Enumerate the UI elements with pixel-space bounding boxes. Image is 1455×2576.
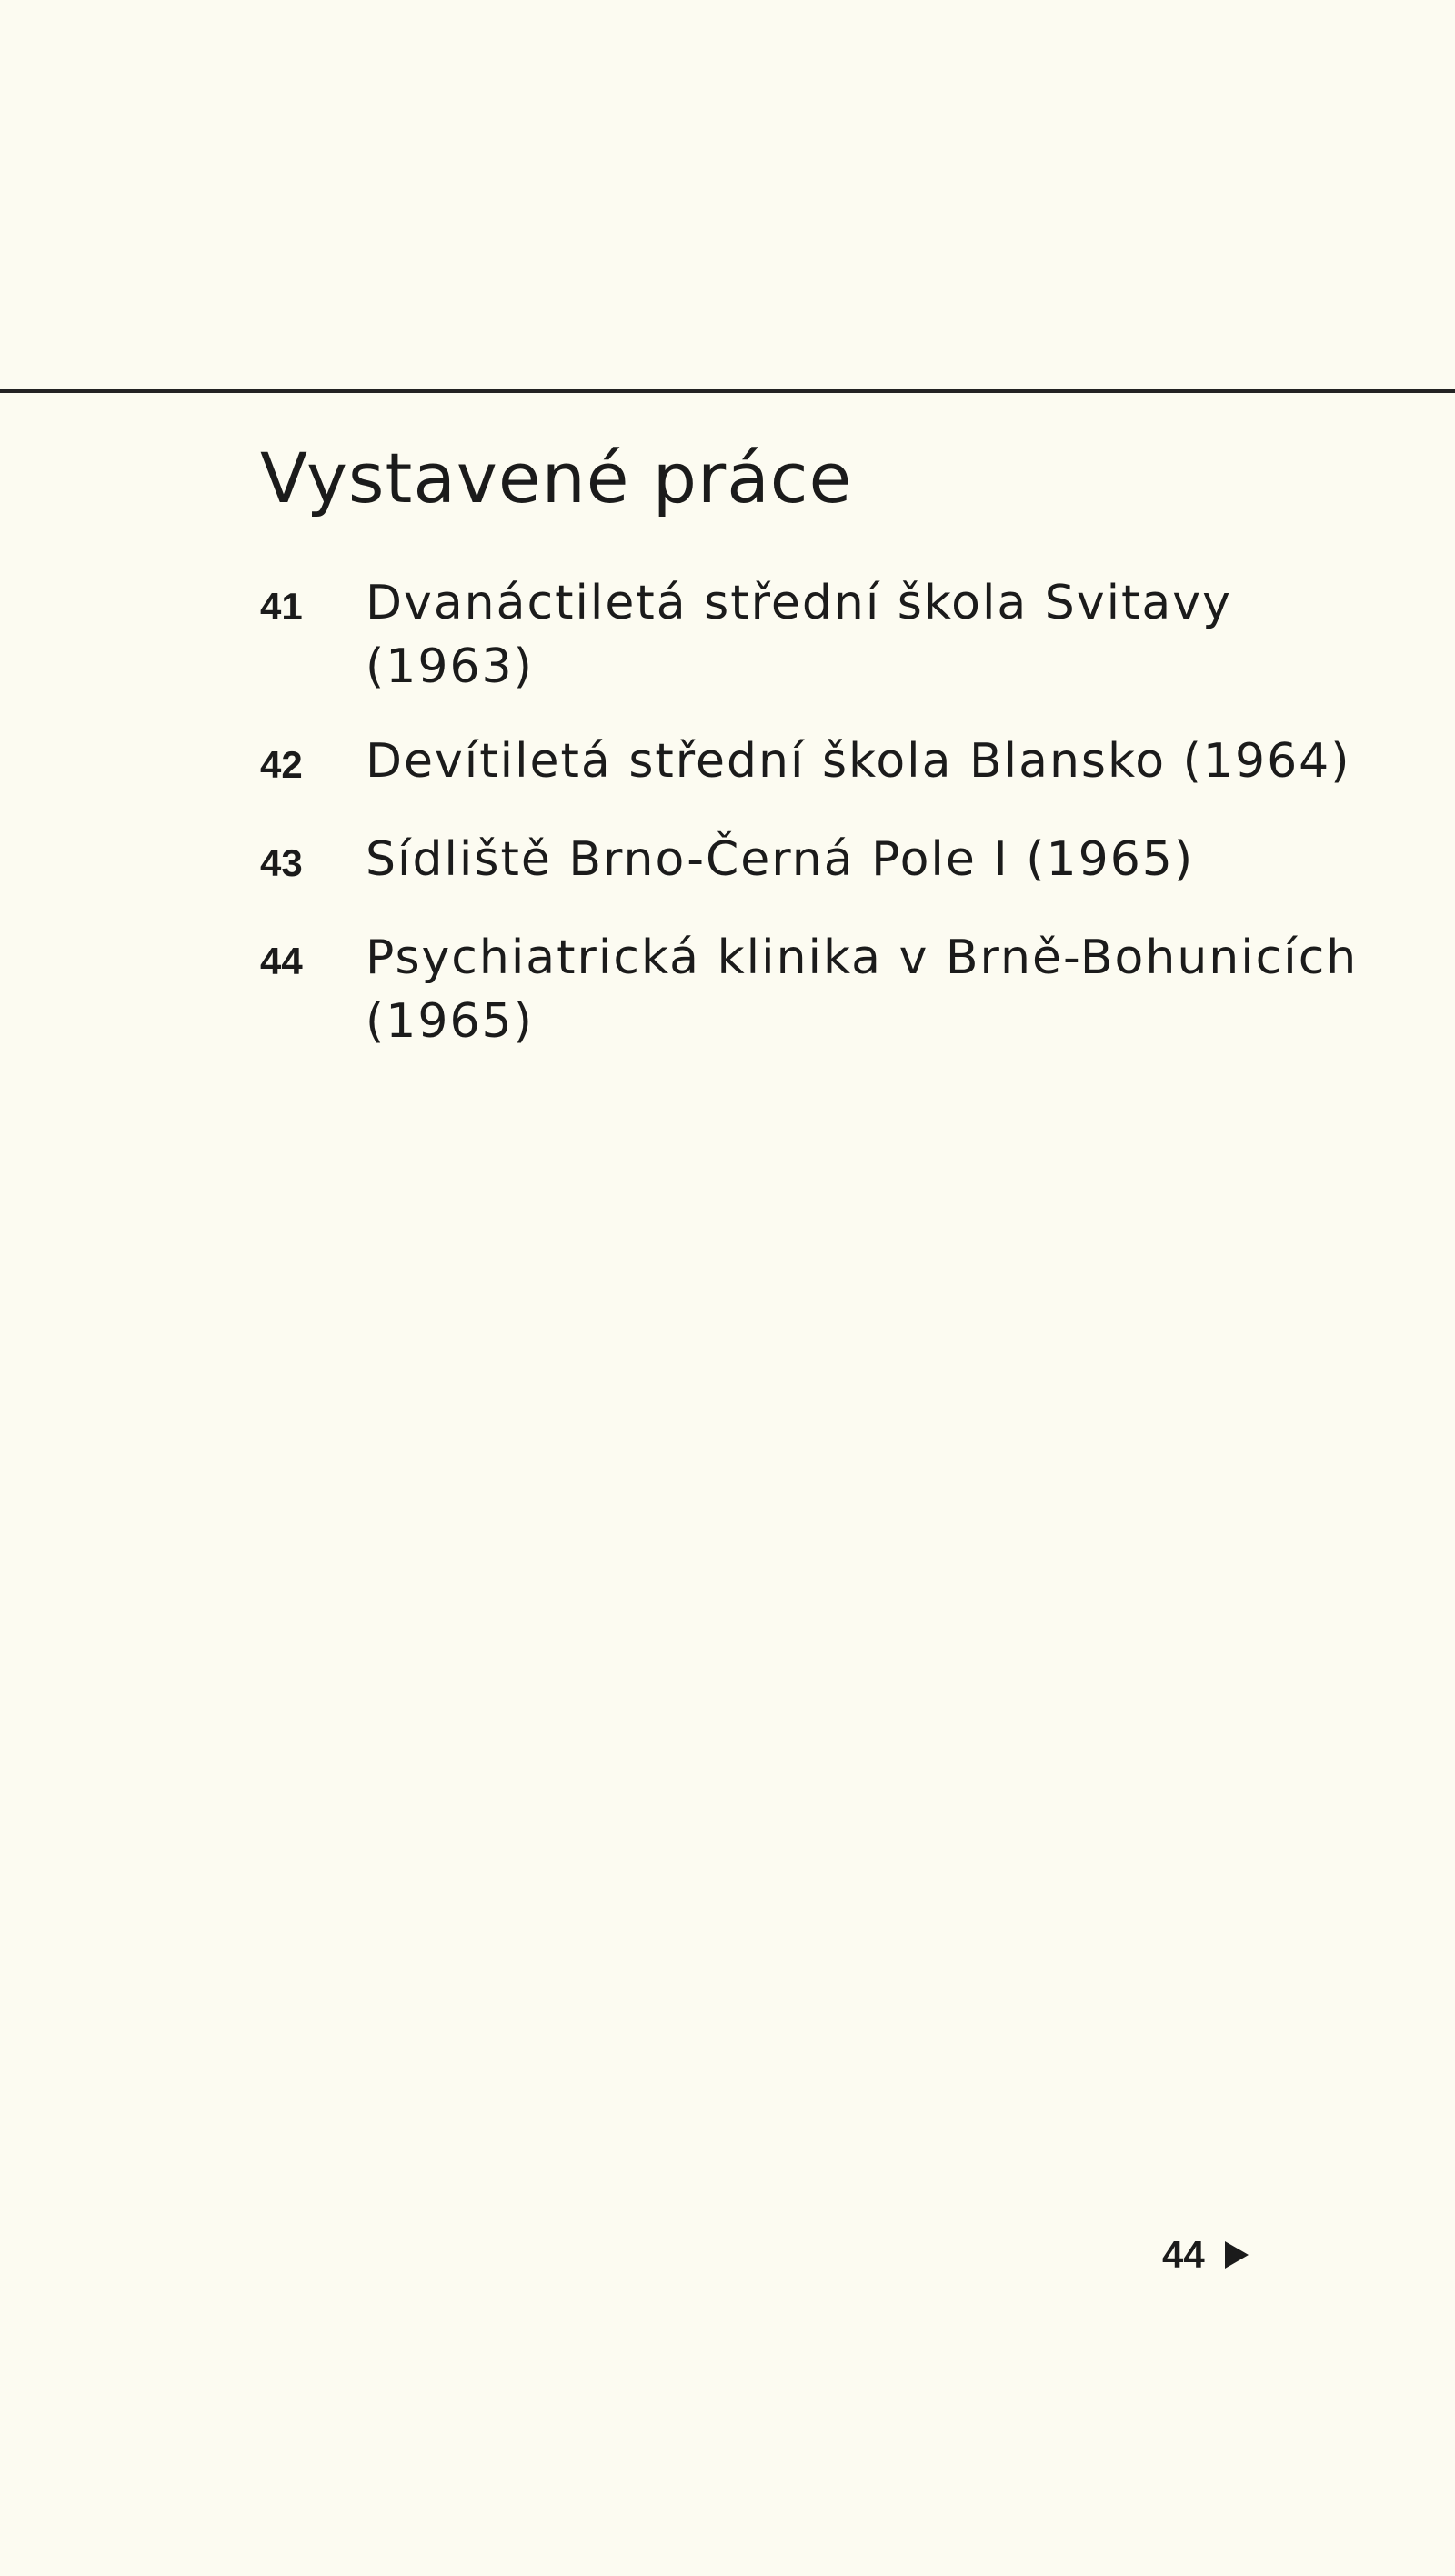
list-item (260, 730, 1388, 797)
item-number: 41 (260, 585, 303, 628)
item-number: 43 (260, 841, 303, 884)
list-item (260, 828, 1388, 895)
works-list (260, 571, 1388, 1084)
item-text: Sídliště Brno-Černá Pole I (1965) (366, 832, 1195, 887)
item-text: Psychiatrická klinika v Brně-Bohunicích (1965) (366, 931, 1359, 1049)
item-number: 44 (260, 940, 303, 982)
right-triangle-icon (1225, 2241, 1249, 2269)
list-item (260, 571, 1388, 699)
page-marker (1162, 2233, 1249, 2276)
page-number: 44 (1162, 2233, 1205, 2276)
list-item (260, 926, 1388, 1053)
top-divider (0, 389, 1455, 393)
page-heading: Vystavené práce (260, 438, 853, 518)
item-number: 42 (260, 743, 303, 786)
item-text: Dvanáctiletá střední škola Svitavy (1963) (366, 576, 1232, 694)
item-text: Devítiletá střední škola Blansko (1964) (366, 734, 1351, 789)
